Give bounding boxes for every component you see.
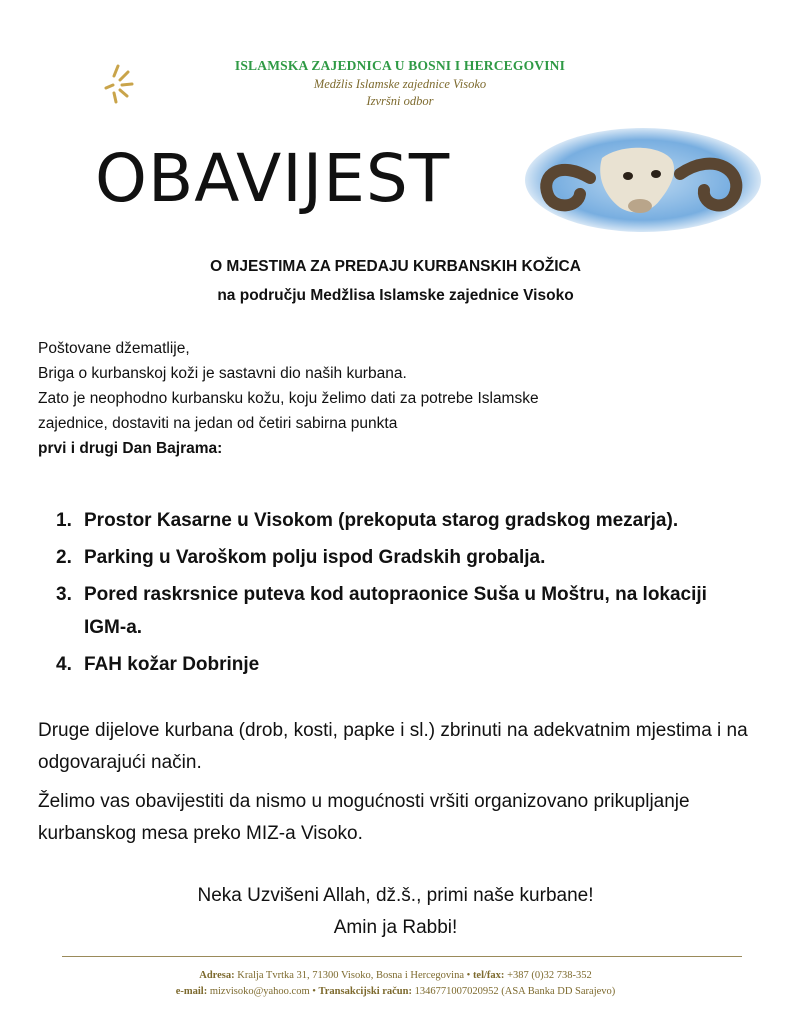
footer-line-2: e-mail: mizvisoko@yahoo.com • Transakcijski račun: 1346771007020952 (ASA Banka DD Sarajevo) <box>175 986 616 997</box>
list-item <box>56 648 746 681</box>
meat-collection-paragraph: Želimo vas obavijestiti da nismo u mogućnosti vršiti organizovano prikupljanje kurbanskog mesa preko MIZ-a Visoko. <box>38 791 690 844</box>
ram-head-icon <box>520 120 766 232</box>
intro-text <box>38 336 758 461</box>
page-title: OBAVIJEST <box>95 140 451 217</box>
account-value: 1346771007020952 <box>414 986 499 997</box>
closing-blessing <box>0 880 791 944</box>
collection-points-list <box>56 504 746 685</box>
organization-department: Izvršni odbor <box>366 94 434 108</box>
organization-subtitle: Medžlis Islamske zajednice Visoko <box>313 77 487 91</box>
tel-label: tel/fax: <box>472 970 505 981</box>
list-item <box>56 541 746 574</box>
intro-line: Briga o kurbanskoj koži je sastavni dio naših kurbana. <box>38 365 407 382</box>
footer-contact <box>0 968 791 1000</box>
notice-subtitle <box>0 252 791 310</box>
list-item-text: FAH kožar Dobrinje <box>84 654 260 675</box>
bank-name: (ASA Banka DD Sarajevo) <box>501 986 616 997</box>
list-item-text: Pored raskrsnice puteva kod autopraonice Suša u Moštru, na lokaciji IGM-a. <box>84 584 707 638</box>
list-item-number: 3. <box>56 584 72 605</box>
crescent-star-logo-icon <box>66 44 146 124</box>
footer-line-1: Adresa: Kralja Tvrtka 31, 71300 Visoko, Bosna i Hercegovina • tel/fax: +387 (0)32 738-352 <box>199 970 592 981</box>
intro-line: zajednice, dostaviti na jedan od četiri sabirna punkta <box>38 415 398 432</box>
list-item-text: Parking u Varoškom polju ispod Gradskih grobalja. <box>84 547 546 568</box>
intro-line: Zato je neophodno kurbansku kožu, koju želimo dati za potrebe Islamske <box>38 390 539 407</box>
list-item-number: 2. <box>56 547 72 568</box>
subtitle-line-1: O MJESTIMA ZA PREDAJU KURBANSKIH KOŽICA <box>210 258 581 275</box>
intro-bold-line: prvi i drugi Dan Bajrama: <box>38 440 223 457</box>
list-item <box>56 504 746 537</box>
list-item-number: 1. <box>56 510 72 531</box>
closing-line-1: Neka Uzvišeni Allah, dž.š., primi naše kurbane! <box>197 885 594 906</box>
list-item <box>56 578 746 644</box>
footer-divider <box>62 956 742 957</box>
address-label: Adresa: <box>199 970 235 981</box>
disposal-paragraph: Druge dijelove kurbana (drob, kosti, papke i sl.) zbrinuti na adekvatnim mjestima i na odgovarajući način. <box>38 720 748 773</box>
tel-value: +387 (0)32 738-352 <box>507 970 592 981</box>
email-value[interactable]: mizvisoko@yahoo.com <box>209 986 310 997</box>
greeting: Poštovane džematlije, <box>38 340 190 357</box>
address-value: Kralja Tvrtka 31, 71300 Visoko, Bosna i Hercegovina <box>237 970 464 981</box>
organization-title: ISLAMSKA ZAJEDNICA U BOSNI I HERCEGOVINI <box>234 58 566 73</box>
subtitle-line-2: na području Medžlisa Islamske zajednice Visoko <box>217 287 574 304</box>
closing-line-2: Amin ja Rabbi! <box>333 917 458 938</box>
list-item-text: Prostor Kasarne u Visokom (prekoputa starog gradskog mezarja). <box>84 510 679 531</box>
organization-header <box>200 58 600 109</box>
email-label: e-mail: <box>175 986 208 997</box>
list-item-number: 4. <box>56 654 72 675</box>
account-label: Transakcijski račun: <box>318 986 412 997</box>
